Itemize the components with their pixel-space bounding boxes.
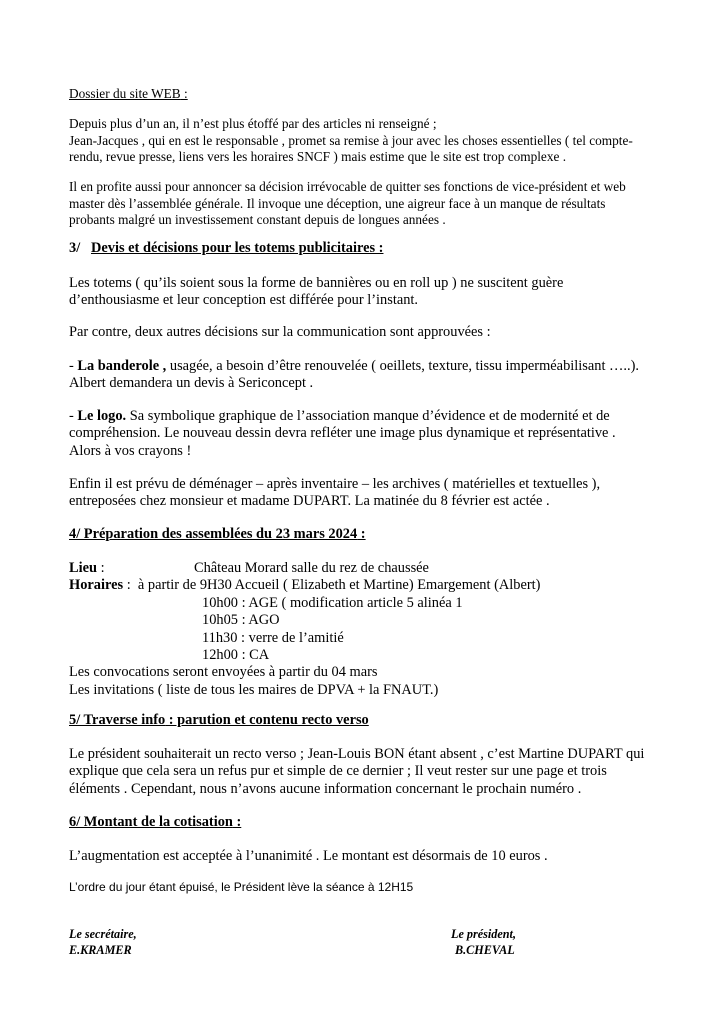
text-line: Les totems ( qu’ils soient sous la forme de bannières ou en roll up ) ne suscitent guère bbox=[69, 275, 564, 291]
text-line: Le président souhaiterait un recto verso ; Jean-Louis BON étant absent , c’est Martine DUPART qui bbox=[69, 746, 645, 762]
horaires-row bbox=[69, 577, 689, 594]
secretary-role: Le secrétaire, bbox=[69, 927, 137, 941]
text-line: master dès l’assemblée générale. Il invoque une déception, une aigreur face à un manque de résultats bbox=[69, 195, 606, 211]
schedule-item: 12h00 : CA bbox=[202, 647, 270, 664]
section-6-title: 6/ Montant de la cotisation bbox=[69, 814, 233, 830]
section-6-colon: : bbox=[232, 814, 242, 830]
web-paragraph-2 bbox=[69, 179, 626, 229]
text-line: d’enthousiasme et leur conception est différée pour l’instant. bbox=[69, 292, 418, 309]
text-line: Albert demandera un devis à Sericoncept . bbox=[69, 375, 314, 392]
assembly-details bbox=[69, 560, 689, 699]
lieu-value: Château Morard salle du rez de chaussée bbox=[194, 560, 429, 576]
text-line: entreposées chez monsieur et madame DUPART. La matinée du 8 février est actée . bbox=[69, 493, 550, 510]
section-4-colon: : bbox=[357, 526, 366, 542]
text-line: Alors à vos crayons ! bbox=[69, 442, 192, 459]
archives-paragraph bbox=[69, 476, 600, 511]
president-signature bbox=[451, 926, 516, 958]
logo-item bbox=[69, 408, 616, 460]
lieu-label: Lieu bbox=[69, 560, 97, 576]
banderole-text: usagée, a besoin d’être renouvelée ( oeillets, texture, tissu imperméabilisant …..). bbox=[166, 358, 640, 374]
totems-paragraph bbox=[69, 275, 563, 310]
section-5-title-b: : parution et contenu recto verso bbox=[165, 712, 369, 728]
section-3-number: 3/ bbox=[69, 240, 81, 256]
web-heading-colon: : bbox=[180, 86, 188, 101]
logo-label: Le logo. bbox=[77, 408, 127, 424]
president-name: B.CHEVAL bbox=[455, 943, 515, 957]
horaires-label: Horaires bbox=[69, 577, 124, 594]
web-heading bbox=[69, 86, 188, 103]
web-paragraph bbox=[69, 116, 633, 166]
web-heading-text: Dossier du site WEB bbox=[69, 86, 181, 101]
traverse-paragraph bbox=[69, 746, 644, 798]
secretary-name: E.KRAMER bbox=[69, 943, 132, 957]
section-5-title-a: 5/ Traverse info bbox=[69, 712, 166, 728]
text-line: compréhension. Le nouveau dessin devra refléter une image plus dynamique et représentative . bbox=[69, 425, 616, 442]
text-line: rendu, revue presse, liens vers les horaires SNCF ) mais estime que le site est trop complexe . bbox=[69, 149, 567, 165]
schedule-item: 10h05 : AGO bbox=[202, 612, 280, 629]
text-line: Depuis plus d’un an, il n’est plus étoffé par des articles ni renseigné ; bbox=[69, 116, 437, 131]
logo-text: Sa symbolique graphique de l’association manque d’évidence et de modernité et de bbox=[126, 408, 610, 424]
section-5-heading bbox=[69, 712, 369, 729]
list-dash: - bbox=[69, 408, 78, 424]
text-line: explique que cela sera un refus pur et simple de ce dernier ; Il veut rester sur une page et trois bbox=[69, 763, 607, 780]
section-3-heading bbox=[69, 240, 383, 257]
secretary-signature bbox=[69, 926, 137, 958]
text-line: éléments . Cependant, nous n’avons aucune information concernant le prochain numéro . bbox=[69, 780, 582, 797]
section-6-heading bbox=[69, 814, 241, 831]
list-dash: - bbox=[69, 358, 78, 374]
text-line: Enfin il est prévu de déménager – après inventaire – les archives ( matérielles et textuelles ), bbox=[69, 476, 601, 492]
text-line: Jean-Jacques , qui en est le responsable , promet sa remise à jour avec les choses essentielles ( tel compte- bbox=[69, 132, 633, 148]
section-4-title: 4/ Préparation des assemblées du 23 mars 2024 bbox=[69, 526, 358, 542]
horaires-colon: : bbox=[123, 577, 131, 594]
lieu-row bbox=[69, 560, 689, 577]
text-line: Par contre, deux autres décisions sur la communication sont approuvées : bbox=[69, 324, 491, 340]
text-line: Il en profite aussi pour annoncer sa décision irrévocable de quitter ses fonctions de vice-président et web bbox=[69, 179, 626, 194]
text-line: L’augmentation est acceptée à l’unanimité . Le montant est désormais de 10 euros . bbox=[69, 848, 548, 864]
schedule-item: 10h00 : AGE ( modification article 5 alinéa 1 bbox=[202, 594, 463, 611]
section-3-title: Devis et décisions pour les totems publicitaires : bbox=[91, 240, 384, 256]
closing-line: L’ordre du jour étant épuisé, le Président lève la séance à 12H15 bbox=[69, 880, 414, 894]
decisions-intro bbox=[69, 324, 491, 341]
cotisation-paragraph bbox=[69, 848, 548, 865]
president-role: Le président, bbox=[451, 927, 516, 941]
lieu-colon: : bbox=[97, 560, 105, 576]
banderole-label: La banderole , bbox=[77, 358, 167, 374]
schedule-item: 11h30 : verre de l’amitié bbox=[202, 629, 344, 646]
convocations-line: Les convocations seront envoyées à partir du 04 mars bbox=[69, 664, 378, 681]
invitations-line: Les invitations ( liste de tous les maires de DPVA + la FNAUT.) bbox=[69, 681, 439, 698]
section-4-heading bbox=[69, 526, 366, 543]
schedule-item: à partir de 9H30 Accueil ( Elizabeth et Martine) Emargement (Albert) bbox=[137, 577, 541, 594]
banderole-item bbox=[69, 358, 639, 393]
text-line: probants malgré un investissement constant depuis de longues années . bbox=[69, 212, 446, 228]
